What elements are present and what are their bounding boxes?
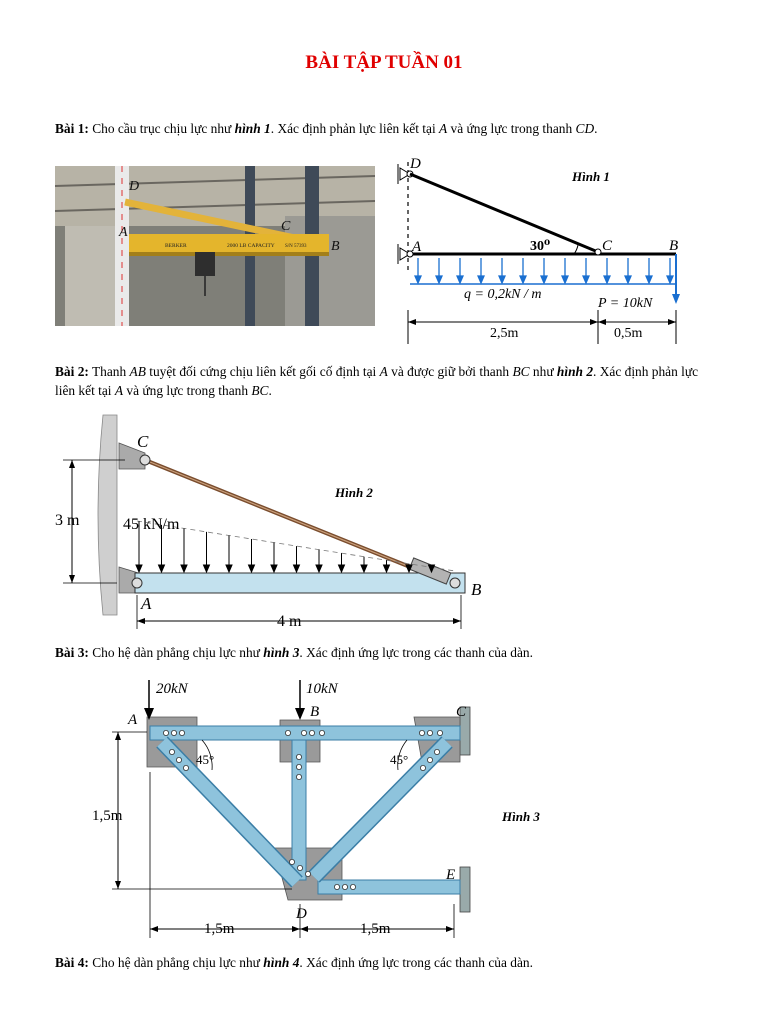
figure-ref: hình 4 — [263, 955, 300, 970]
fig1-label-c: C — [602, 238, 613, 254]
photo-label-b: B — [331, 239, 340, 254]
photo-serial: S/N 57393 — [285, 244, 307, 249]
figure-caption: Hình 3 — [502, 809, 540, 824]
fig3-width-1: 1,5m — [204, 921, 235, 937]
figure-caption: Hình 2 — [335, 485, 373, 500]
figure-ref: hình 3 — [263, 645, 300, 660]
figure-3 — [92, 672, 592, 942]
fig3-width-2: 1,5m — [360, 921, 391, 937]
figure-1 — [392, 154, 692, 344]
fig3-angle-2: 45° — [390, 752, 409, 767]
photo-brand: BERKER — [165, 243, 187, 249]
problem-1: Bài 1: Cho cầu trục chịu lực như hình 1. Xác định phản lực liên kết tại A và ứng lực trong thanh CD. — [55, 121, 598, 136]
figure-2 — [55, 415, 495, 635]
fig1-angle: 30⁰ — [530, 239, 551, 254]
fig2-length: 4 m — [277, 613, 302, 630]
fig1-q: q = 0,2kN / m — [464, 287, 542, 302]
fig1-dim-1: 2,5m — [490, 326, 519, 341]
fig2-label-c: C — [137, 432, 149, 451]
photo-label-c: C — [281, 219, 291, 234]
fig3-label-d: D — [296, 906, 307, 922]
problem-label: Bài 1: — [55, 121, 89, 136]
distributed-load — [415, 258, 673, 283]
problem-3: Bài 3: Cho hệ dàn phẳng chịu lực như hình 3. Xác định ứng lực trong các thanh của dàn. — [55, 645, 533, 660]
photo-beam-text: 2000 LB CAPACITY — [227, 243, 275, 249]
fig3-label-c: C — [456, 704, 467, 720]
photo-label-a: A — [119, 225, 128, 240]
fig1-p: P = 10kN — [598, 296, 653, 311]
fig3-load-1: 20kN — [156, 681, 188, 697]
fig1-label-a: A — [412, 239, 422, 255]
problem-label: Bài 3: — [55, 645, 89, 660]
triangular-load — [136, 521, 435, 572]
fig1-label-d: D — [410, 156, 421, 172]
fig3-load-2: 10kN — [306, 681, 338, 697]
figure-ref: hình 1 — [234, 121, 271, 136]
page-title: BÀI TẬP TUẦN 01 — [305, 52, 463, 73]
fig2-label-b: B — [471, 580, 482, 599]
problem-4: Bài 4: Cho hệ dàn phẳng chịu lực như hình 4. Xác định ứng lực trong các thanh của dàn. — [55, 955, 533, 970]
fig1-label-b: B — [669, 238, 679, 254]
photo-label-d: D — [129, 179, 140, 194]
fig1-dim-2: 0,5m — [614, 326, 643, 341]
fig3-height: 1,5m — [92, 808, 123, 824]
fig2-load: 45 kN/m — [123, 516, 180, 533]
fig2-label-a: A — [141, 594, 152, 613]
figure-ref: hình 2 — [556, 364, 594, 379]
fig3-label-a: A — [128, 712, 138, 728]
fig3-angle-1: 45° — [196, 752, 215, 767]
crane-photo-drawing — [55, 166, 375, 326]
problem-label: Bài 4: — [55, 955, 89, 970]
fig3-label-b: B — [310, 704, 320, 720]
figure-caption: Hình 1 — [572, 169, 610, 184]
fig2-height: 3 m — [55, 512, 80, 529]
problem-2: Bài 2: Thanh AB tuyệt đối cứng chịu liên kết gối cố định tại A và được giữ bởi thanh BC như hình 2. Xác định phản lực liên kết tại A và ứng lực trong thanh BC. — [55, 364, 699, 398]
crane-photo — [55, 166, 375, 326]
problem-label: Bài 2: — [55, 364, 89, 379]
fig3-label-e: E — [446, 867, 456, 883]
